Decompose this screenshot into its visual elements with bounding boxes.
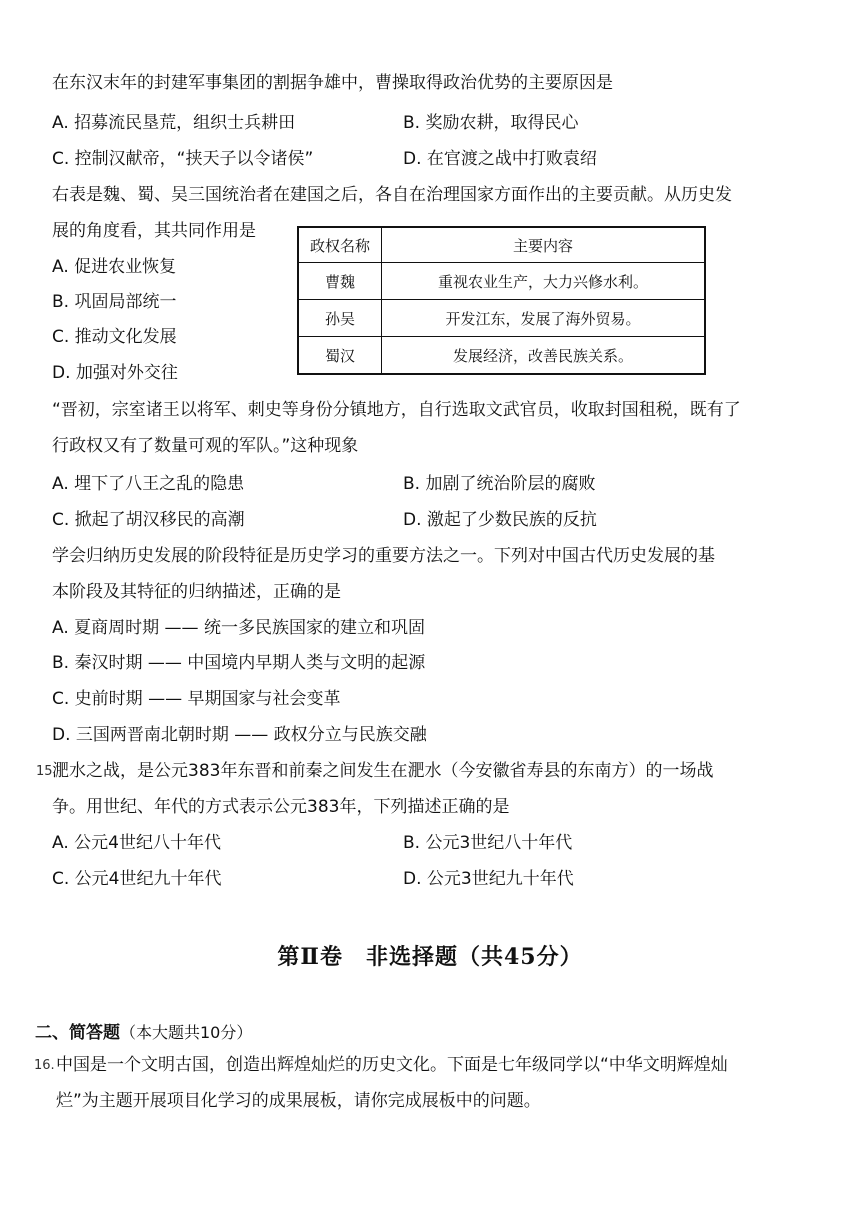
table-cell-content: 发展经济，改善民族关系。	[382, 337, 706, 375]
q11-option-c: C. 控制汉献帝，“挟天子以令诸侯”	[52, 149, 314, 169]
q14-stem-line2: 本阶段及其特征的归纳描述，正确的是	[52, 582, 341, 602]
q12-option-b: B. 巩固局部统一	[52, 292, 177, 312]
q15-option-d: D. 公元3世纪九十年代	[403, 869, 574, 889]
q16-stem-line2: 烂”为主题开展项目化学习的成果展板，请你完成展板中的问题。	[56, 1091, 541, 1111]
q14-option-a: A. 夏商周时期 —— 统一多民族国家的建立和巩固	[52, 618, 425, 638]
q13-stem-line2: 行政权又有了数量可观的军队。”这种现象	[52, 436, 359, 456]
table-cell-regime: 曹魏	[298, 263, 382, 300]
q16-number: 16.	[34, 1058, 55, 1073]
q12-option-c: C. 推动文化发展	[52, 327, 177, 347]
q15-stem-line1: 淝水之战，是公元383年东晋和前秦之间发生在淝水（今安徽省寿县的东南方）的一场战	[52, 761, 714, 781]
table-cell-content: 开发江东，发展了海外贸易。	[382, 300, 706, 337]
q13-option-c: C. 掀起了胡汉移民的高潮	[52, 510, 245, 530]
short-answer-heading-note: （本大题共10分）	[120, 1023, 253, 1042]
q11-stem: 在东汉末年的封建军事集团的割据争雄中，曹操取得政治优势的主要原因是	[52, 73, 613, 93]
table-header-content: 主要内容	[382, 227, 706, 263]
q15-stem-line2: 争。用世纪、年代的方式表示公元383年，下列描述正确的是	[52, 797, 510, 817]
q14-stem-line1: 学会归纳历史发展的阶段特征是历史学习的重要方法之一。下列对中国古代历史发展的基	[52, 546, 715, 566]
q11-option-b: B. 奖励农耕，取得民心	[403, 113, 579, 133]
table-row	[298, 263, 705, 300]
q13-stem-line1: “晋初，宗室诸王以将军、刺史等身份分镇地方，自行选取文武官员，收取封国租税，既有了	[52, 400, 741, 420]
table-cell-regime: 孙吴	[298, 300, 382, 337]
table-row	[298, 337, 705, 375]
q12-option-d: D. 加强对外交往	[52, 363, 178, 383]
q13-option-b: B. 加剧了统治阶层的腐败	[403, 474, 596, 494]
table-cell-regime: 蜀汉	[298, 337, 382, 375]
q12-option-a: A. 促进农业恢复	[52, 257, 177, 277]
q15-number: 15	[36, 764, 53, 779]
q16-stem-line1: 中国是一个文明古国，创造出辉煌灿烂的历史文化。下面是七年级同学以“中华文明辉煌灿	[56, 1055, 728, 1075]
short-answer-heading-text: 二、简答题	[35, 1023, 120, 1043]
q13-option-a: A. 埋下了八王之乱的隐患	[52, 474, 245, 494]
q12-stem-line1: 右表是魏、蜀、吴三国统治者在建国之后，各自在治理国家方面作出的主要贡献。从历史发	[52, 185, 732, 205]
table-row	[298, 300, 705, 337]
q15-option-c: C. 公元4世纪九十年代	[52, 869, 222, 889]
q14-option-c: C. 史前时期 —— 早期国家与社会变革	[52, 689, 341, 709]
q11-option-d: D. 在官渡之战中打败袁绍	[403, 149, 597, 169]
q11-option-a: A. 招募流民垦荒，组织士兵耕田	[52, 113, 296, 133]
short-answer-heading	[35, 1018, 252, 1043]
table-header-row	[298, 227, 705, 263]
q12-stem-line2: 展的角度看，其共同作用是	[52, 221, 256, 241]
section-2-title: 第Ⅱ卷 非选择题（共45分）	[277, 944, 583, 970]
q15-option-a: A. 公元4世纪八十年代	[52, 833, 221, 853]
q14-option-b: B. 秦汉时期 —— 中国境内早期人类与文明的起源	[52, 653, 426, 673]
table-header-regime: 政权名称	[298, 227, 382, 263]
q13-option-d: D. 激起了少数民族的反抗	[403, 510, 597, 530]
table-cell-content: 重视农业生产，大力兴修水利。	[382, 263, 706, 300]
three-kingdoms-table	[297, 226, 706, 375]
q15-option-b: B. 公元3世纪八十年代	[403, 833, 573, 853]
q14-option-d: D. 三国两晋南北朝时期 —— 政权分立与民族交融	[52, 725, 427, 745]
